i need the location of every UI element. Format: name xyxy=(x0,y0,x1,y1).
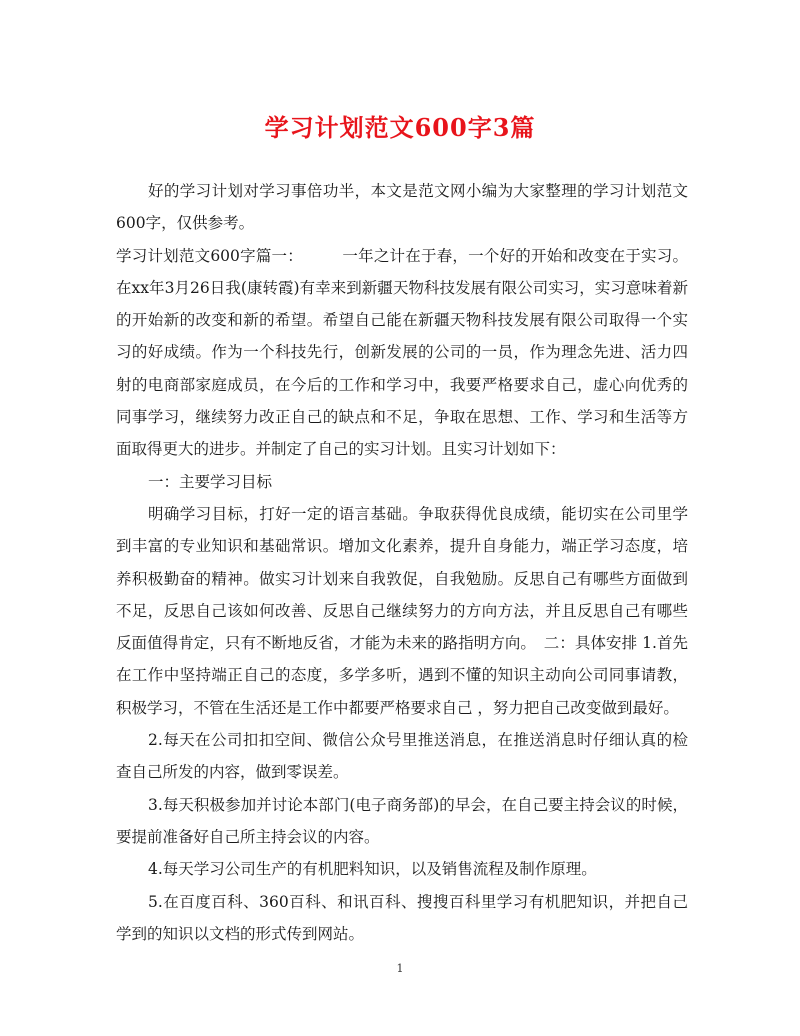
intro-paragraph: 好的学习计划对学习事倍功半，本文是范文网小编为大家整理的学习计划范文600字，仅供参考。 xyxy=(116,182,688,233)
section-heading-goals: 一：主要学习目标 xyxy=(148,472,273,491)
document-body xyxy=(116,175,688,950)
plan-item-4: 4.每天学习公司生产的有机肥料知识，以及销售流程及制作原理。 xyxy=(148,860,597,879)
document-title: 学习计划范文600字3篇 xyxy=(264,113,536,142)
page-number: 1 xyxy=(396,962,404,975)
plan-item-2: 2.每天在公司扣扣空间、微信公众号里推送消息，在推送消息时仔细认真的检查自己所发的内容，做到零误差。 xyxy=(116,731,688,782)
section-one-paragraph: 学习计划范文600字篇一： 一年之计在于春，一个好的开始和改变在于实习。在xx年3月26日我(康转霞)有幸来到新疆天物科技发展有限公司实习，实习意味着新的开始新的改变和新的希望。希望自己能在新疆天物科技发展有限公司取得一个实习的好成绩。作为一个科技先行，创新发展的公司的一员，作为理念先进、活力四射的电商部家庭成员，在今后的工作和学习中，我要严格要求自己，虚心向优秀的同事学习，继续努力改正自己的缺点和不足，争取在思想、工作、学习和生活等方面取得更大的进步。并制定了自己的实习计划。且实习计划如下： xyxy=(116,246,688,459)
plan-item-3: 3.每天积极参加并讨论本部门(电子商务部)的早会，在自己要主持会议的时候，要提前准备好自己所主持会议的内容。 xyxy=(116,795,688,846)
goals-paragraph: 明确学习目标，打好一定的语言基础。争取获得优良成绩，能切实在公司里学到丰富的专业知识和基础常识。增加文化素养，提升自身能力，端正学习态度，培养积极勤奋的精神。做实习计划来自我敦促，自我勉励。反思自己有哪些方面做到不足，反思自己该如何改善、反思自己继续努力的方向方法，并且反思自己有哪些反面值得肯定，只有不断地反省，才能为未来的路指明方向。 二：具体安排 1.首先在工作中坚持端正自己的态度，多学多听，遇到不懂的知识主动向公司同事请教，积极学习，不管在生活还是工作中都要严格要求自己 ，努力把自己改变做到最好。 xyxy=(116,504,688,717)
plan-item-5: 5.在百度百科、360百科、和讯百科、搜搜百科里学习有机肥知识，并把自己学到的知识以文档的形式传到网站。 xyxy=(116,892,688,943)
